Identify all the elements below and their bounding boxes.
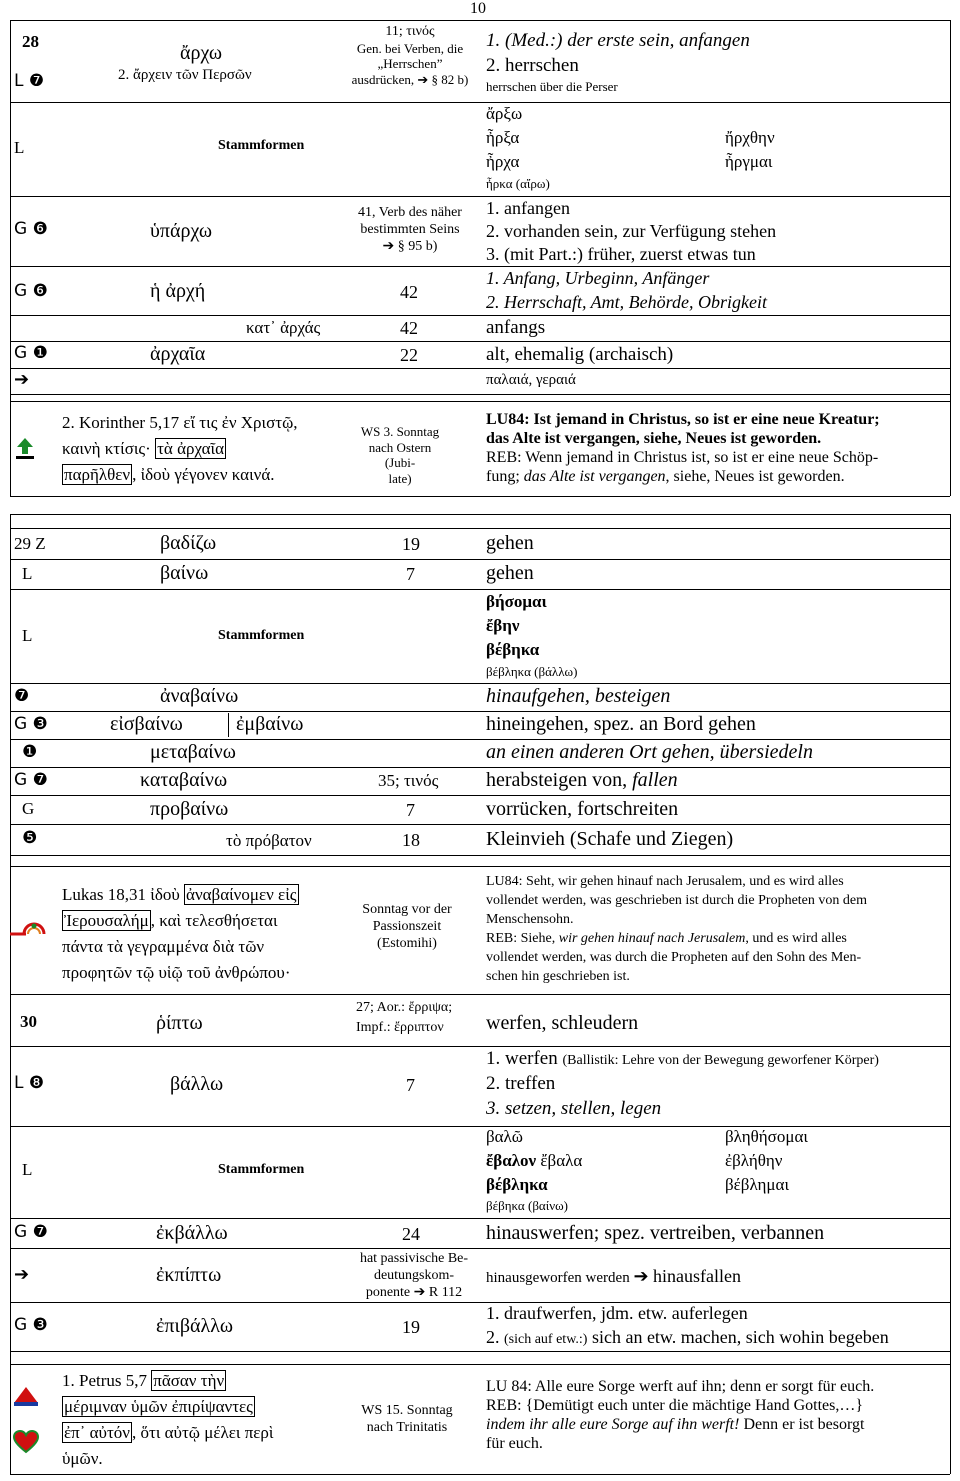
entry-tag: L ❽: [14, 1073, 45, 1093]
frequency: 7: [406, 1075, 415, 1095]
grammar-note: [356, 998, 484, 1038]
separator: [228, 713, 229, 737]
rule: [10, 20, 11, 496]
rule: [10, 1364, 950, 1365]
occasion-line: WS 3. Sonntag: [360, 424, 440, 439]
rule: [10, 683, 950, 684]
rule: [10, 559, 950, 560]
meaning: 1. (Med.:) der erste sein, anfangen: [486, 30, 750, 51]
rule: [10, 1302, 950, 1303]
verse-text: καινὴ κτίσις·: [62, 439, 151, 458]
meaning: 2. herrschen: [486, 55, 579, 76]
rule: [10, 341, 950, 342]
entry-tag: ❼: [14, 686, 30, 706]
form-example: 2. ἄρχειν τῶν Περσῶν: [118, 67, 252, 83]
rule: [950, 20, 951, 496]
principal-part: ἔβην: [486, 616, 520, 635]
rule: [10, 315, 950, 316]
grammar-note: [345, 205, 475, 255]
rule: [10, 994, 950, 995]
meaning: [486, 1266, 741, 1287]
translation-line: [486, 1415, 946, 1434]
entry-number: 29 Z: [14, 534, 46, 553]
rule: [10, 394, 950, 395]
entry-tag: G ❸: [14, 714, 48, 734]
meaning: an einen anderen Ort gehen, übersiedeln: [486, 741, 813, 763]
meaning: vorrücken, fortschreiten: [486, 798, 679, 820]
frequency: 19: [402, 1317, 420, 1337]
entry-tag: G ❼: [14, 1222, 48, 1242]
headword: ἐκπίπτω: [156, 1264, 222, 1286]
meaning-text: 1. werfen: [486, 1048, 558, 1069]
translation-italic: das Alte ist vergangen: [523, 468, 666, 485]
stammformen-label: Stammformen: [218, 138, 305, 153]
rule: [10, 855, 950, 856]
headword: βάλλω: [170, 1073, 224, 1095]
headword: εἰσβαίνω: [110, 713, 183, 735]
grammar-line: ponente ➔ R 112: [365, 1285, 463, 1300]
rule: [10, 196, 950, 197]
occasion-line: late): [388, 470, 412, 486]
frequency: 42: [400, 282, 418, 302]
meaning-italic: fallen: [632, 769, 678, 791]
bible-verse: [62, 1368, 347, 1472]
headword: ἐπιβάλλω: [156, 1315, 234, 1337]
principal-part: [486, 1151, 582, 1171]
headword: βαδίζω: [160, 532, 217, 554]
headword: ἐκβάλλω: [156, 1222, 228, 1244]
frequency: 35; τινός: [378, 771, 439, 790]
occasion-line: nach Trinitatis: [366, 1419, 448, 1435]
translation-line: das Alte ist vergangen, siehe, Neues ist geworden.: [486, 430, 822, 447]
principal-part: βέβλημαι: [725, 1175, 790, 1194]
occasion-line: WS 15. Sonntag: [361, 1403, 453, 1418]
rule: [10, 1474, 950, 1475]
occasion-line: nach Ostern (Jubi-: [368, 439, 432, 471]
grammar-line: Gen. bei Verben, die: [356, 40, 464, 56]
stammformen-label: Stammformen: [218, 1162, 305, 1177]
principal-part: ἦργμαι: [725, 152, 773, 171]
translation-line: für euch.: [486, 1435, 543, 1452]
translation-line: REB: {Demütigt euch unter die mächtige Hand Gottes,…}: [486, 1397, 864, 1414]
verse-line: προφητῶν τῷ υἱῷ τοῦ ἀνθρώπου·: [62, 963, 291, 982]
meaning-text: hinausgeworfen werden: [486, 1270, 634, 1286]
entry-tag: ❶: [22, 742, 38, 762]
meaning: 1. draufwerfen, jdm. etw. auferlegen: [486, 1303, 748, 1323]
rule: [10, 102, 950, 103]
triangle-icon: [12, 1385, 40, 1407]
grammar-line: „Herrschen”: [377, 56, 443, 72]
meaning-text: herabsteigen von,: [486, 769, 633, 791]
translation-line: [486, 929, 946, 948]
grammar-line: 11; τινός: [385, 24, 435, 39]
page-number: 10: [470, 0, 486, 17]
headword: ὑπάρχω: [150, 220, 213, 242]
verse-text: , ἰδοὺ γέγονεν καινά.: [132, 465, 275, 484]
rule: [10, 514, 950, 515]
entry-tag: G: [22, 799, 35, 818]
translation-italic: wir gehen hinauf nach Jerusalem: [558, 931, 746, 946]
grammar-note: [350, 1250, 478, 1301]
rule: [950, 994, 951, 1474]
verse-text: 1. Petrus 5,7: [62, 1371, 152, 1390]
entry-tag: L: [22, 626, 33, 645]
translation-text: , siehe, Neues ist geworden.: [665, 468, 845, 485]
entry-tag: L ❼: [14, 71, 45, 91]
meaning: herrschen über die Perser: [486, 79, 618, 94]
translation-text: Denn er ist besorgt: [739, 1416, 865, 1433]
rule: [10, 589, 950, 590]
meaning: 3. setzen, stellen, legen: [486, 1098, 662, 1119]
verse-line: [62, 462, 342, 488]
translation-line: schen hin geschrieben ist.: [486, 969, 630, 984]
rule: [10, 824, 950, 825]
entry-tag: L: [22, 1160, 33, 1179]
rule: [10, 1248, 950, 1249]
grammar-line: 41, Verb des näher: [358, 205, 462, 220]
verse-line: ὑμῶν.: [62, 1449, 103, 1468]
translation-line: [486, 467, 946, 486]
principal-text: ἔβαλα: [540, 1151, 583, 1170]
rule: [10, 1218, 950, 1219]
entry-number: 30: [20, 1012, 37, 1031]
entry-tag: G ❼: [14, 770, 48, 790]
verse-line: [62, 1368, 347, 1394]
translation-line: REB: Wenn jemand in Christus ist, so ist er eine neue Schöp-: [486, 449, 879, 466]
principal-part: βέβληκα: [486, 1175, 548, 1194]
principal-bold: ἔβαλον: [486, 1151, 537, 1170]
principal-part: ἄρξω: [486, 104, 523, 123]
principal-part: βέβηκα (βαίνω): [486, 1198, 568, 1213]
meaning: hinauswerfen; spez. vertreiben, verbannen: [486, 1222, 825, 1244]
meaning: [486, 1048, 879, 1070]
grammar-line: bestimmten Seins: [360, 221, 460, 237]
translation-line: LU84: Ist jemand in Christus, so ist er eine neue Kreatur;: [486, 411, 880, 428]
translations: [486, 872, 946, 986]
arrow-icon: ➔: [14, 369, 30, 390]
rainbow-icon: [6, 912, 46, 940]
rule: [10, 767, 950, 768]
translations: [486, 1377, 946, 1453]
grammar-line: deutungskom-: [373, 1268, 455, 1283]
headword: ῥίπτω: [156, 1012, 203, 1034]
principal-part: ἦρξα: [486, 128, 520, 147]
verse-line: πάντα τὰ γεγραμμένα διὰ τῶν: [62, 937, 265, 956]
rule: [10, 866, 950, 867]
meaning: anfangs: [486, 317, 546, 338]
frequency: 18: [402, 830, 420, 850]
principal-part: βέβληκα (βάλλω): [486, 664, 578, 679]
headword: βαίνω: [160, 562, 209, 584]
meaning: 1. Anfang, Urbeginn, Anfänger: [486, 268, 710, 288]
headword: τὸ πρόβατον: [226, 831, 312, 850]
principal-part: βέβηκα: [486, 640, 540, 659]
synonyms: παλαιά, γεραιά: [486, 372, 576, 388]
meaning: 2. Herrschaft, Amt, Behörde, Obrigkeit: [486, 292, 767, 312]
grammar-line: ➔ § 95 b): [382, 238, 438, 254]
grammar-note: [340, 24, 480, 88]
occasion-line: (Estomihi): [377, 935, 437, 951]
entry-tag: G ❻: [14, 219, 48, 239]
rule: [10, 20, 950, 21]
grammar-line: ausdrücken, ➔ § 82 b): [351, 71, 469, 87]
principal-part: βαλῶ: [486, 1127, 523, 1146]
verse-text: Lukas 18,31 ἰδοὺ: [62, 885, 185, 904]
translation-line: Menschensohn.: [486, 912, 574, 927]
headword: ἀναβαίνω: [160, 685, 239, 707]
meaning-text: sich an etw. machen, sich wohin begeben: [587, 1327, 889, 1347]
meaning: 2. vorhanden sein, zur Verfügung stehen: [486, 221, 777, 241]
headword: ἡ ἀρχή: [150, 280, 206, 302]
principal-part: ἐβλήθην: [725, 1151, 783, 1170]
translation-line: vollendet werden, was geschrieben ist durch die Propheten von dem: [486, 893, 868, 908]
occasion: [352, 424, 448, 486]
translation-italic: indem ihr alle eure Sorge auf ihn werft!: [486, 1416, 740, 1433]
bible-verse: [62, 410, 342, 488]
verse-line: [62, 882, 347, 908]
rule: [10, 368, 950, 369]
headword: ἐμβαίνω: [236, 713, 304, 735]
frequency: 7: [406, 800, 415, 820]
rule: [10, 496, 950, 497]
entry-tag: L: [14, 138, 25, 157]
translations: [486, 410, 946, 486]
rule: [10, 266, 950, 267]
principal-part: βληθήσομαι: [725, 1127, 808, 1146]
rule: [10, 1351, 950, 1352]
meaning-text: 2.: [486, 1327, 504, 1347]
meaning-text: ➔ hinausfallen: [633, 1266, 742, 1286]
meaning: [486, 1327, 889, 1348]
verse-highlight: ἐπ᾽ αὐτόν: [64, 1423, 130, 1442]
meaning: [486, 769, 678, 792]
meaning: hinaufgehen, besteigen: [486, 685, 671, 707]
headword: προβαίνω: [150, 798, 229, 820]
verse-line: [62, 436, 342, 462]
translation-text: , und es wird alles: [745, 931, 847, 946]
meaning: hineingehen, spez. an Bord gehen: [486, 713, 756, 735]
entry-number: 28: [22, 32, 39, 51]
principal-part: ἤρχθην: [725, 128, 775, 147]
meaning: gehen: [486, 562, 534, 584]
meaning-note: (sich auf etw.:): [504, 1332, 588, 1347]
verse-highlight: πᾶσαν τὴν: [153, 1371, 225, 1390]
heart-icon: [12, 1430, 40, 1454]
meaning: 2. treffen: [486, 1073, 556, 1094]
frequency: 24: [402, 1224, 420, 1244]
frequency: 42: [400, 318, 418, 338]
frequency: 19: [402, 534, 420, 554]
verse-highlight: τὰ ἀρχαῖα: [157, 439, 225, 458]
occasion-line: Passionszeit: [372, 918, 442, 934]
translation-line: LU84: Seht, wir gehen hinauf nach Jerusalem, und es wird alles: [486, 874, 844, 889]
arrow-icon: ➔: [14, 1264, 30, 1285]
meaning: Kleinvieh (Schafe und Ziegen): [486, 828, 734, 850]
verse-highlight: Ἰερουσαλήμ: [64, 911, 149, 930]
principal-part: ἦρχα: [486, 152, 520, 171]
meaning: alt, ehemalig (archaisch): [486, 344, 674, 365]
stammformen-label: Stammformen: [218, 628, 305, 643]
headword: μεταβαίνω: [150, 741, 236, 763]
translation-line: vollendet werden, was durch die Propheten auf den Sohn des Men-: [486, 950, 862, 965]
entry-tag: ❺: [22, 828, 38, 848]
headword: καταβαίνω: [140, 769, 228, 791]
up-arrow-icon: [14, 436, 36, 460]
meaning: gehen: [486, 532, 534, 554]
entry-tag: G ❶: [14, 343, 48, 363]
principal-part: βήσομαι: [486, 592, 547, 611]
verse-text: , καὶ τελεσθήσεται: [150, 911, 278, 930]
rule: [10, 1046, 950, 1047]
principal-part: ἦρκα (αἴρω): [486, 176, 550, 191]
meaning: werfen, schleudern: [486, 1012, 639, 1034]
rule: [10, 401, 950, 402]
meaning-note: (Ballistik: Lehre von der Bewegung geworfener Körper): [562, 1053, 879, 1068]
verse-line: [62, 1394, 347, 1420]
rule: [10, 1126, 950, 1127]
bible-verse: [62, 882, 347, 986]
translation-line: LU 84: Alle eure Sorge werft auf ihn; denn er sorgt für euch.: [486, 1378, 875, 1395]
rule: [10, 528, 950, 529]
verse-highlight: ἀναβαίνομεν εἰς: [186, 885, 297, 904]
grammar-line: Impf.: ἔρριπτον: [356, 1020, 444, 1035]
entry-tag: G ❻: [14, 281, 48, 301]
verse-highlight: παρῆλθεν: [64, 465, 131, 484]
verse-highlight: μέριμναν ὑμῶν ἐπιρίψαντες: [64, 1397, 253, 1416]
meaning: 1. anfangen: [486, 198, 570, 218]
verse-line: [62, 1420, 347, 1446]
occasion: [352, 902, 462, 952]
translation-text: fung;: [486, 468, 524, 485]
frequency: 7: [406, 564, 415, 584]
grammar-line: hat passivische Be-: [359, 1251, 469, 1266]
rule: [10, 711, 950, 712]
grammar-line: 27; Aor.: ἔρριψα;: [356, 1000, 453, 1015]
headword: ἄρχω: [180, 42, 223, 64]
entry-tag: G ❸: [14, 1315, 48, 1335]
headword: κατ᾽ ἀρχάς: [246, 318, 321, 337]
occasion-line: Sonntag vor der: [362, 902, 452, 917]
rule: [10, 994, 11, 1474]
rule: [10, 795, 950, 796]
verse-line: [62, 908, 347, 934]
rule: [10, 739, 950, 740]
rule: [950, 514, 951, 994]
frequency: 22: [400, 345, 418, 365]
occasion: [352, 1403, 462, 1437]
translation-text: REB: Siehe,: [486, 931, 559, 946]
verse-line: 2. Korinther 5,17 εἴ τις ἐν Χριστῷ,: [62, 413, 298, 432]
headword: ἀρχαῖα: [150, 343, 206, 365]
meaning: 3. (mit Part.:) früher, zuerst etwas tun: [486, 244, 756, 264]
entry-tag: L: [22, 564, 33, 583]
verse-text: , ὅτι αὐτῷ μέλει περὶ: [131, 1423, 274, 1442]
